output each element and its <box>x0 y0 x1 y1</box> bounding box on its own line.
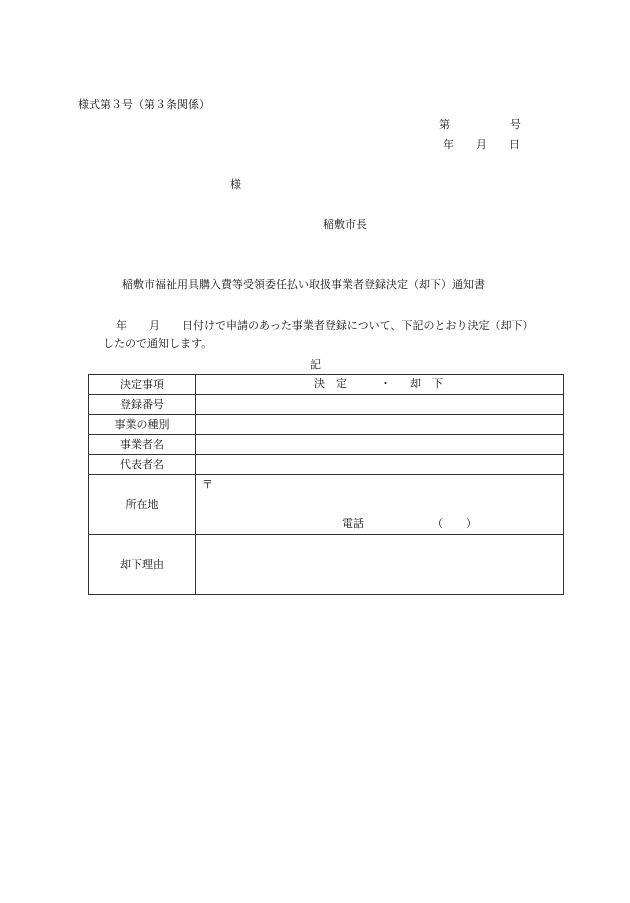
address-value <box>196 475 564 535</box>
addressee-suffix: 様 <box>230 178 241 191</box>
decision-separator: ・ <box>380 377 391 390</box>
document-number-suffix: 号 <box>510 118 521 131</box>
date-day: 日 <box>509 138 520 151</box>
table-row <box>89 455 564 475</box>
date-year: 年 <box>443 138 454 151</box>
table-row <box>89 535 564 595</box>
phone-paren-close: ） <box>466 517 477 530</box>
registration-number-value <box>196 395 564 415</box>
row-label: 却下理由 <box>89 535 196 595</box>
body-month: 月 <box>149 319 160 332</box>
date-month: 月 <box>476 138 487 151</box>
table-row <box>89 475 564 535</box>
document-number <box>439 118 521 132</box>
phone-paren-open: （ <box>432 517 443 530</box>
business-name-value <box>196 435 564 455</box>
table-row <box>89 435 564 455</box>
row-label: 事業者名 <box>89 435 196 455</box>
decision-option-decide: 決 定 <box>314 377 347 390</box>
body-line-2: したので通知します。 <box>103 337 213 350</box>
business-type-value <box>196 415 564 435</box>
document-date <box>443 138 520 152</box>
phone-label: 電話 <box>342 517 364 530</box>
representative-value <box>196 455 564 475</box>
sender-name: 稲敷市長 <box>323 218 367 231</box>
ki-heading: 記 <box>310 358 321 371</box>
table-row <box>89 415 564 435</box>
row-label: 代表者名 <box>89 455 196 475</box>
document-number-prefix: 第 <box>439 118 450 131</box>
registration-table <box>88 374 564 595</box>
rejection-reason-value <box>196 535 564 595</box>
table-row <box>89 375 564 395</box>
row-label: 決定事項 <box>89 375 196 395</box>
row-label: 所在地 <box>89 475 196 535</box>
form-number: 様式第３号（第３条関係） <box>78 98 210 111</box>
postal-mark: 〒 <box>202 478 213 491</box>
body-line-1-rest: 日付けで申請のあった事業者登録について、下記のとおり決定（却下） <box>182 319 534 332</box>
decision-value <box>196 375 564 395</box>
body-line-1 <box>116 319 533 333</box>
row-label: 登録番号 <box>89 395 196 415</box>
document-title: 稲敷市福祉用具購入費等受領委任払い取扱事業者登録決定（却下）通知書 <box>122 278 485 291</box>
decision-option-reject: 却 下 <box>410 377 443 390</box>
body-year: 年 <box>116 319 127 332</box>
row-label: 事業の種別 <box>89 415 196 435</box>
table-row <box>89 395 564 415</box>
